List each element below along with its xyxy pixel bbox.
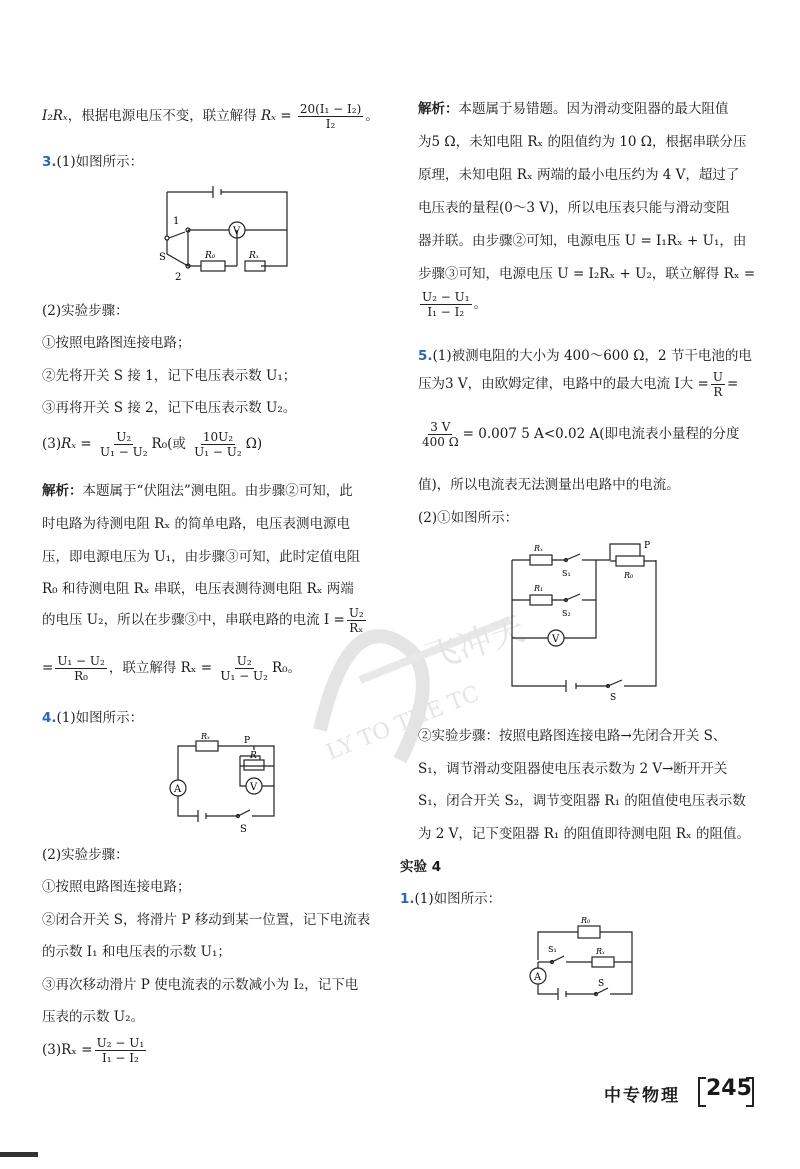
- q3-analysis-1: 解析：本题属于“伏阻法”测电阻。由步骤②可知，此: [42, 483, 353, 499]
- q4-steps-title: (2)实验步骤：: [42, 847, 129, 863]
- q3-step-2: ②先将开关 S 接 1，记下电压表示数 U₁；: [42, 368, 297, 384]
- q3-step-3: ③再将开关 S 接 2，记下电压表示数 U₂。: [42, 400, 297, 416]
- q5-line-1: 5.(1)被测电阻的大小为 400～600 Ω，2 节干电池的电: [418, 348, 752, 364]
- r-analysis-2: 为5 Ω，未知电阻 Rₓ 的阻值约为 10 Ω，根据串联分压: [418, 134, 747, 150]
- exp4-q1: 1.(1)如图所示：: [400, 891, 502, 907]
- svg-text:S: S: [159, 252, 166, 263]
- svg-text:V: V: [233, 226, 241, 237]
- svg-text:P: P: [244, 736, 251, 746]
- svg-text:1: 1: [173, 216, 180, 227]
- q4-step-2a: ②闭合开关 S，将滑片 P 移动到某一位置，记下电流表: [42, 912, 371, 928]
- q4-step-3a: ③再次移动滑片 P 使电流表的示数减小为 I₂，记下电: [42, 977, 359, 993]
- svg-text:S₁: S₁: [548, 945, 557, 954]
- q5-line-6: ②实验步骤：按照电路图连接电路→先闭合开关 S、: [418, 728, 727, 744]
- svg-text:V: V: [250, 782, 258, 793]
- svg-text:Rₓ: Rₓ: [596, 947, 605, 956]
- q3-analysis-5: 的电压 U₂，所以在步骤③中，串联电路的电流 I = $\frac{\text{U₂}}{\text{Rₓ}}$: [42, 606, 364, 635]
- svg-text:Rₓ: Rₓ: [201, 732, 210, 741]
- svg-text:R₀: R₀: [581, 916, 591, 925]
- q5-line-8: S₁，闭合开关 S₂，调节变阻器 R₁ 的阻值使电压表示数: [418, 793, 746, 809]
- q4-step-2b: 的示数 I₁ 和电压表的示数 U₁；: [42, 944, 231, 960]
- q4-step-3b: 压表的示数 U₂。: [42, 1009, 145, 1025]
- svg-text:S: S: [598, 979, 605, 989]
- footer-subject: 中专物理: [604, 1086, 680, 1106]
- svg-text:2: 2: [175, 272, 182, 283]
- circuit-diagram-exp4-q1: [518, 914, 638, 1008]
- svg-text:R: R: [250, 751, 257, 761]
- q5-line-2: 压为3 V，由欧姆定律，电路中的最大电流 I大 = $\frac{U}{R}$ =: [418, 370, 739, 399]
- q3-analysis-6: = $\frac{\text{U₁ − U₂}}{\text{R₀}}$ ，联立解得 Rₓ = $\frac{\text{U₂}}{\text{U₁ − U₂}}$ R₀。: [42, 654, 302, 683]
- svg-text:S₂: S₂: [562, 609, 571, 618]
- svg-text:R₁: R₁: [534, 584, 544, 593]
- svg-text:Rₓ: Rₓ: [249, 251, 259, 261]
- q3-analysis-2: 时电路为待测电阻 Rₓ 的简单电路，电压表测电源电: [42, 516, 350, 532]
- q3-step-1: ①按照电路图连接电路；: [42, 335, 191, 351]
- q5-line-9: 为 2 V，记下变阻器 R₁ 的阻值即待测电阻 Rₓ 的阻值。: [418, 826, 751, 842]
- r-analysis-6: 步骤③可知，电源电压 U = I₂Rₓ + U₂，联立解得 Rₓ =: [418, 266, 756, 282]
- svg-text:Rₓ: Rₓ: [534, 544, 543, 553]
- r-analysis-1: 解析：本题属于易错题。因为滑动变阻器的最大阻值: [418, 101, 729, 117]
- q3-heading: 3.(1)如图所示：: [42, 154, 144, 170]
- r-analysis-7: $\frac{\text{U₂ − U₁}}{\text{I₁ − I₂}}$ 。: [422, 290, 488, 319]
- q3-steps-title: (2)实验步骤：: [42, 303, 129, 319]
- svg-text:A: A: [174, 784, 182, 795]
- page-bracket-right: [746, 1077, 754, 1107]
- bottom-edge-mark: [0, 1152, 38, 1157]
- q3-answer-3: (3)Rₓ = $\frac{\text{U₂}}{\text{U₁ − U₂}}$ R₀(或 $\frac{\text{10U₂}}{\text{U₁ − U₂}}$ Ω): [42, 430, 263, 459]
- svg-text:V: V: [552, 634, 560, 645]
- watermark-cn: 飞冲天: [420, 608, 530, 679]
- frac-20: $\frac{\text{20(I₁ − I₂)}}{\text{I₂}}$: [299, 102, 362, 131]
- svg-text:P: P: [644, 541, 651, 551]
- q3-analysis-3: 压，即电源电压为 U₁，由步骤③可知，此时定值电阻: [42, 549, 361, 565]
- experiment-4-title: 实验 4: [400, 859, 442, 875]
- svg-text:R₀: R₀: [205, 251, 216, 261]
- circuit-diagram-q5: [506, 540, 666, 703]
- r-analysis-5: 器并联。由步骤②可知，电源电压 U = I₁Rₓ + U₁，由: [418, 233, 747, 249]
- q3-analysis-4: R₀ 和待测电阻 Rₓ 串联，电压表测待测电阻 Rₓ 两端: [42, 581, 354, 597]
- watermark-en: LY TO THE TC: [322, 681, 484, 766]
- r-analysis-4: 电压表的量程(0～3 V)，所以电压表只能与滑动变阻: [418, 200, 730, 216]
- q5-line-3: $\frac{3 V}{400 \Omega}$ = 0.007 5 A<0.02 A(即电流表小量程的分度: [422, 420, 740, 449]
- q4-answer-3: (3)Rₓ = $\frac{\text{U₂ − U₁}}{\text{I₁ − I₂}}$: [42, 1036, 145, 1065]
- q4-step-1: ①按照电路图连接电路；: [42, 879, 191, 895]
- page-bracket-left: [698, 1077, 706, 1107]
- svg-text:S: S: [610, 693, 617, 703]
- svg-text:S₁: S₁: [562, 569, 571, 578]
- q4-heading: 4.(1)如图所示：: [42, 710, 144, 726]
- q5-line-7: S₁，调节滑动变阻器使电压表示数为 2 V→断开开关: [418, 761, 728, 777]
- q5-line-4: 值)，所以电流表无法测量出电路中的电流。: [418, 477, 680, 493]
- circuit-diagram-q3: [157, 184, 307, 284]
- r-analysis-3: 原理，未知电阻 Rₓ 两端的最小电压约为 4 V，超过了: [418, 167, 740, 183]
- page-number: 245: [706, 1076, 752, 1101]
- svg-text:S: S: [240, 824, 247, 835]
- line-1: I₂Rₓ，根据电源电压不变，联立解得 Rₓ = $\frac{\text{20(I₁ − I₂)}}{\text{I₂}}$ 。: [42, 102, 379, 131]
- svg-text:A: A: [534, 972, 542, 983]
- q3-number: 3.: [42, 154, 57, 170]
- circuit-diagram-q4: [164, 732, 294, 835]
- q5-line-5: (2)①如图所示：: [418, 510, 519, 526]
- svg-text:R₀: R₀: [624, 571, 634, 580]
